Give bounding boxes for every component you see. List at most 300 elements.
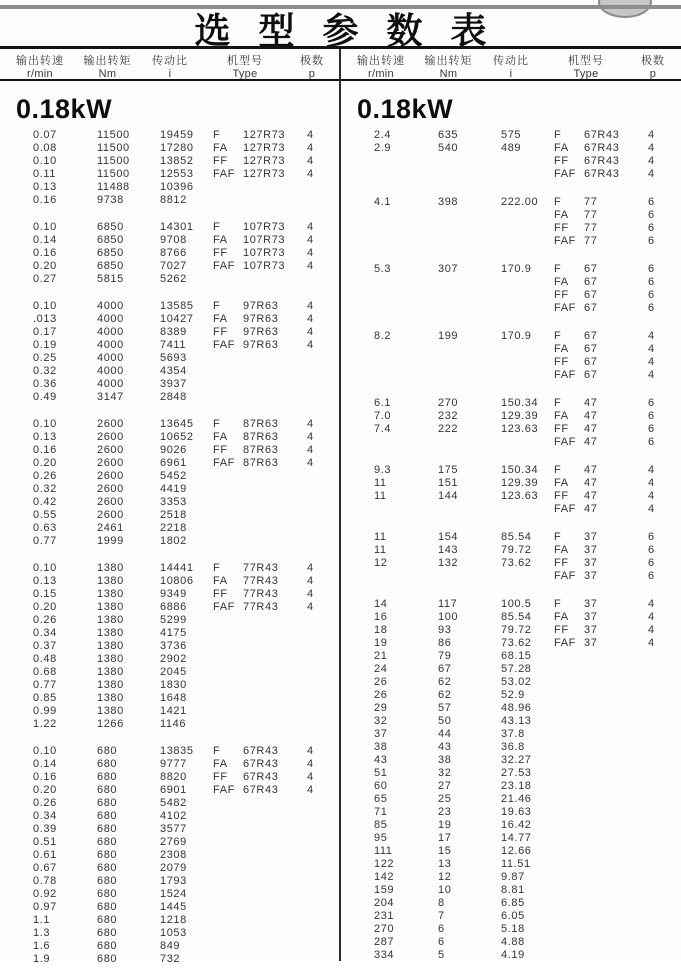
cell-torque: 680 (97, 849, 118, 861)
cell-torque: 1380 (97, 627, 124, 639)
cell-poles (295, 653, 325, 666)
cell-ratio: 14441 (160, 562, 194, 574)
cell-type-model (243, 470, 295, 483)
table-row (341, 142, 680, 155)
cell-type-model: 67R43 (243, 771, 279, 783)
cell-torque: 1999 (97, 535, 124, 547)
cell-type-model (243, 666, 295, 679)
cell-torque: 43 (438, 741, 452, 753)
table-row (341, 196, 680, 209)
cell-ratio: 1218 (160, 914, 187, 926)
cell-speed: 4.1 (374, 196, 392, 208)
cell-type-model (584, 845, 636, 858)
cell-type-model: 47 (584, 464, 598, 476)
cell-torque: 50 (438, 715, 452, 727)
cell-torque: 6850 (97, 247, 124, 259)
cell-type-model: 97R63 (243, 313, 279, 325)
cell-poles (636, 676, 666, 689)
cell-speed: 204 (374, 897, 395, 909)
cell-poles (295, 365, 325, 378)
table-row (341, 741, 680, 754)
table-row (341, 611, 680, 624)
cell-torque: 680 (97, 914, 118, 926)
cell-ratio: 5482 (160, 797, 187, 809)
cell-ratio: 129.39 (501, 477, 539, 489)
cell-type-prefix (213, 875, 243, 888)
cell-speed: 0.63 (33, 522, 57, 534)
cell-speed: 0.67 (33, 862, 57, 874)
cell-ratio: 5693 (160, 352, 187, 364)
cell-ratio (501, 503, 554, 516)
cell-type-model: 97R63 (243, 300, 279, 312)
cell-speed: 12 (374, 557, 388, 569)
cell-type-prefix: FAF (554, 637, 576, 649)
cell-speed: 0.78 (33, 875, 57, 887)
table-row (0, 627, 339, 640)
table-row (0, 849, 339, 862)
cell-poles (636, 910, 666, 923)
cell-type-model (584, 754, 636, 767)
cell-speed: 1.22 (33, 718, 57, 730)
table-row (0, 953, 339, 966)
cell-poles: 4 (306, 575, 314, 587)
cell-ratio: 1830 (160, 679, 187, 691)
cell-type-prefix: FF (213, 588, 228, 600)
cell-speed: 0.51 (33, 836, 57, 848)
cell-ratio: 8766 (160, 247, 187, 259)
table-row (341, 936, 680, 949)
cell-poles (636, 806, 666, 819)
table-row (341, 624, 680, 637)
cell-type-prefix: FAF (213, 784, 235, 796)
table-row (341, 793, 680, 806)
cell-speed: 0.16 (33, 247, 57, 259)
table-row (0, 194, 339, 207)
cell-speed: 26 (374, 689, 388, 701)
cell-torque: 4000 (97, 313, 124, 325)
cell-poles: 4 (647, 503, 655, 515)
cell-type-prefix (213, 823, 243, 836)
cell-ratio: 170.9 (501, 330, 532, 342)
cell-ratio: 9777 (160, 758, 187, 770)
cell-type-model: 67 (584, 369, 598, 381)
row-group (0, 745, 339, 966)
table-row (0, 588, 339, 601)
cell-ratio: 19.63 (501, 806, 532, 818)
cell-type-model: 47 (584, 397, 598, 409)
cell-ratio: 10806 (160, 575, 194, 587)
cell-torque: 2600 (97, 483, 124, 495)
cell-type-prefix (554, 923, 584, 936)
cell-ratio: 3577 (160, 823, 187, 835)
cell-type-prefix (554, 819, 584, 832)
table-row (0, 575, 339, 588)
cell-poles: 4 (306, 601, 314, 613)
cell-type-prefix: F (554, 196, 562, 208)
cell-torque: 6850 (97, 221, 124, 233)
cell-torque: 1380 (97, 679, 124, 691)
cell-speed: 0.14 (33, 234, 57, 246)
cell-speed (374, 155, 438, 168)
cell-ratio: 2902 (160, 653, 187, 665)
cell-ratio (501, 276, 554, 289)
cell-type-model: 127R73 (243, 129, 286, 141)
cell-poles (636, 793, 666, 806)
cell-speed: 0.32 (33, 483, 57, 495)
cell-torque: 1380 (97, 705, 124, 717)
cell-speed: 0.16 (33, 444, 57, 456)
cell-torque: 5 (438, 949, 445, 961)
cell-ratio: 9.87 (501, 871, 525, 883)
cell-speed: 7.0 (374, 410, 392, 422)
column-header: 输出转速 r/min (357, 55, 405, 80)
cell-speed: 0.77 (33, 679, 57, 691)
cell-ratio: 68.15 (501, 650, 532, 662)
table-row (341, 209, 680, 222)
row-group (341, 196, 680, 248)
cell-type-prefix: F (213, 300, 221, 312)
cell-poles (295, 496, 325, 509)
cell-speed: 0.27 (33, 273, 57, 285)
cell-ratio: 170.9 (501, 263, 532, 275)
table-row (341, 464, 680, 477)
cell-poles (295, 888, 325, 901)
table-row (341, 369, 680, 382)
cell-speed: 0.10 (33, 155, 57, 167)
cell-speed: 0.20 (33, 784, 57, 796)
table-row (341, 650, 680, 663)
table-row (341, 477, 680, 490)
cell-type-prefix (554, 871, 584, 884)
cell-poles (295, 797, 325, 810)
cell-type-prefix: F (213, 745, 221, 757)
cell-type-prefix (554, 884, 584, 897)
cell-type-prefix: FAF (213, 260, 235, 272)
cell-poles: 6 (647, 222, 655, 234)
cell-speed: 142 (374, 871, 395, 883)
cell-type-prefix (213, 888, 243, 901)
column-header: 输出转矩 Nm (83, 55, 132, 80)
cell-poles (636, 715, 666, 728)
cell-poles: 4 (306, 168, 314, 180)
cell-ratio: 21.46 (501, 793, 532, 805)
table-row (341, 289, 680, 302)
table-row (0, 601, 339, 614)
cell-poles (636, 663, 666, 676)
cell-type-prefix: FA (213, 142, 228, 154)
cell-type-prefix: FF (213, 444, 228, 456)
cell-ratio: 43.13 (501, 715, 532, 727)
cell-speed: 0.14 (33, 758, 57, 770)
cell-speed: 18 (374, 624, 388, 636)
table-row (0, 155, 339, 168)
cell-poles (295, 679, 325, 692)
cell-ratio: 13852 (160, 155, 194, 167)
cell-type-model: 37 (584, 611, 598, 623)
cell-speed: 0.13 (33, 575, 57, 587)
cell-type-model: 67R43 (584, 142, 620, 154)
cell-type-prefix (213, 836, 243, 849)
cell-poles: 4 (647, 168, 655, 180)
cell-speed: 0.32 (33, 365, 57, 377)
cell-ratio: 53.02 (501, 676, 532, 688)
cell-torque: 680 (97, 836, 118, 848)
cell-ratio: 4.88 (501, 936, 525, 948)
cell-poles: 6 (647, 289, 655, 301)
table-row (341, 490, 680, 503)
row-group (341, 330, 680, 382)
cell-poles: 4 (306, 758, 314, 770)
cell-type-prefix (213, 927, 243, 940)
cell-torque (438, 343, 501, 356)
cell-poles: 4 (306, 129, 314, 141)
cell-type-model (243, 273, 295, 286)
cell-poles (636, 650, 666, 663)
table-row (341, 557, 680, 570)
cell-torque: 6 (438, 936, 445, 948)
cell-torque: 2600 (97, 444, 124, 456)
cell-type-model: 67R43 (584, 168, 620, 180)
cell-type-model (584, 871, 636, 884)
cell-type-prefix (213, 810, 243, 823)
cell-ratio (501, 168, 554, 181)
cell-speed: 0.49 (33, 391, 57, 403)
cell-type-prefix (213, 535, 243, 548)
table-row (0, 418, 339, 431)
cell-ratio (501, 369, 554, 382)
cell-speed: 1.3 (33, 927, 51, 939)
cell-poles: 4 (306, 444, 314, 456)
cell-torque: 44 (438, 728, 452, 740)
cell-speed: 0.20 (33, 260, 57, 272)
cell-type-prefix (554, 832, 584, 845)
cell-poles (295, 927, 325, 940)
cell-speed: 0.48 (33, 653, 57, 665)
cell-type-model (243, 181, 295, 194)
cell-type-prefix (554, 793, 584, 806)
cell-type-model (584, 767, 636, 780)
cell-type-model (584, 806, 636, 819)
cell-torque: 11488 (97, 181, 130, 193)
table-row (0, 562, 339, 575)
column-header: 机型号 Type (568, 55, 604, 80)
cell-poles: 4 (306, 418, 314, 430)
cell-poles (295, 718, 325, 731)
table-row (0, 836, 339, 849)
cell-torque: 680 (97, 771, 118, 783)
cell-type-prefix (554, 702, 584, 715)
cell-type-prefix: FF (213, 326, 228, 338)
table-row (0, 810, 339, 823)
cell-type-model: 47 (584, 436, 598, 448)
cell-poles: 4 (647, 356, 655, 368)
cell-poles: 4 (306, 771, 314, 783)
cell-speed: 16 (374, 611, 388, 623)
cell-torque: 680 (97, 927, 118, 939)
cell-type-prefix (213, 352, 243, 365)
cell-type-model (243, 797, 295, 810)
cell-ratio: 79.72 (501, 624, 532, 636)
table-body (0, 129, 339, 966)
table-row (0, 679, 339, 692)
cell-ratio: 7027 (160, 260, 187, 272)
cell-ratio: 2308 (160, 849, 187, 861)
cell-ratio: 12.66 (501, 845, 532, 857)
table-row (0, 875, 339, 888)
cell-type-model (584, 663, 636, 676)
table-left (0, 48, 339, 966)
cell-poles (636, 754, 666, 767)
cell-type-model (584, 832, 636, 845)
cell-ratio: 3937 (160, 378, 187, 390)
cell-torque: 1380 (97, 562, 124, 574)
cell-type-model: 47 (584, 477, 598, 489)
cell-torque: 2600 (97, 418, 124, 430)
cell-ratio: 8.81 (501, 884, 525, 896)
cell-torque (438, 155, 501, 168)
table-row (0, 339, 339, 352)
cell-ratio: 3353 (160, 496, 187, 508)
cell-type-model (584, 715, 636, 728)
cell-torque: 6850 (97, 260, 124, 272)
cell-ratio: 19459 (160, 129, 194, 141)
cell-speed: 0.10 (33, 745, 57, 757)
row-group (341, 129, 680, 181)
cell-ratio: 849 (160, 940, 181, 952)
cell-type-prefix (213, 509, 243, 522)
cell-poles (636, 767, 666, 780)
cell-torque: 57 (438, 702, 452, 714)
cell-torque (438, 168, 501, 181)
cell-ratio: 52.9 (501, 689, 525, 701)
cell-poles (295, 470, 325, 483)
cell-type-model: 87R63 (243, 431, 279, 443)
cell-type-model (243, 391, 295, 404)
table-row (341, 806, 680, 819)
power-rating-heading: 0.18kW (16, 94, 113, 124)
cell-type-prefix (213, 862, 243, 875)
cell-torque: 222 (438, 423, 459, 435)
table-row (0, 247, 339, 260)
cell-torque: 12 (438, 871, 452, 883)
cell-type-prefix: FA (554, 209, 569, 221)
cell-torque: 38 (438, 754, 452, 766)
cell-type-model: 107R73 (243, 260, 286, 272)
cell-type-model (243, 862, 295, 875)
cell-poles (295, 901, 325, 914)
cell-torque: 2600 (97, 496, 124, 508)
cell-torque: 680 (97, 888, 118, 900)
cell-type-prefix: FAF (554, 168, 576, 180)
cell-type-prefix: FAF (213, 339, 235, 351)
cell-type-prefix: F (213, 221, 221, 233)
cell-torque: 25 (438, 793, 452, 805)
cell-speed: 1.6 (33, 940, 51, 952)
cell-torque: 680 (97, 810, 118, 822)
cell-type-model: 37 (584, 557, 598, 569)
cell-ratio (501, 289, 554, 302)
table-row (341, 871, 680, 884)
table-row (0, 640, 339, 653)
cell-type-model: 77 (584, 196, 598, 208)
table-row (341, 343, 680, 356)
cell-torque: 540 (438, 142, 459, 154)
cell-ratio: 37.8 (501, 728, 525, 740)
cell-type-model (584, 741, 636, 754)
cell-type-prefix (213, 901, 243, 914)
cell-torque: 11500 (97, 129, 130, 141)
cell-type-prefix: FA (554, 343, 569, 355)
cell-type-prefix (213, 692, 243, 705)
cell-torque: 1266 (97, 718, 124, 730)
cell-torque: 680 (97, 862, 118, 874)
cell-speed (374, 436, 438, 449)
cell-torque (438, 369, 501, 382)
cell-torque: 680 (97, 797, 118, 809)
cell-type-prefix: FF (213, 155, 228, 167)
cell-torque: 1380 (97, 588, 124, 600)
column-header: 输出转速 r/min (16, 55, 64, 80)
cell-speed: 0.26 (33, 614, 57, 626)
cell-type-prefix (213, 391, 243, 404)
cell-ratio: 5299 (160, 614, 187, 626)
cell-poles (295, 705, 325, 718)
table-row (0, 784, 339, 797)
cell-poles: 6 (647, 397, 655, 409)
cell-poles: 4 (306, 431, 314, 443)
cell-speed: 0.20 (33, 601, 57, 613)
cell-speed: 0.16 (33, 771, 57, 783)
cell-ratio: 8820 (160, 771, 187, 783)
cell-type-model: 67 (584, 330, 598, 342)
cell-type-model: 107R73 (243, 247, 286, 259)
table-row (341, 884, 680, 897)
table-row (341, 780, 680, 793)
cell-ratio: 3736 (160, 640, 187, 652)
cell-type-model (243, 509, 295, 522)
cell-poles: 4 (306, 326, 314, 338)
cell-type-prefix (213, 273, 243, 286)
cell-speed: 65 (374, 793, 388, 805)
cell-poles: 6 (647, 302, 655, 314)
cell-ratio: 2518 (160, 509, 187, 521)
cell-type-model: 77 (584, 209, 598, 221)
table-row (341, 949, 680, 962)
cell-ratio: 1648 (160, 692, 187, 704)
cell-speed (374, 209, 438, 222)
table-row (0, 444, 339, 457)
cell-type-model: 87R63 (243, 457, 279, 469)
cell-torque (438, 356, 501, 369)
cell-type-model (584, 936, 636, 949)
table-row (0, 221, 339, 234)
cell-poles (295, 614, 325, 627)
cell-speed: 0.85 (33, 692, 57, 704)
cell-type-model: 77R43 (243, 601, 279, 613)
column-header: 输出转矩 Nm (424, 55, 473, 80)
cell-type-model: 107R73 (243, 234, 286, 246)
cell-speed (374, 276, 438, 289)
table-row (0, 535, 339, 548)
cell-speed: 8.2 (374, 330, 392, 342)
cell-torque: 13 (438, 858, 452, 870)
cell-type-model: 127R73 (243, 155, 286, 167)
cell-type-prefix (213, 940, 243, 953)
cell-type-prefix (213, 797, 243, 810)
cell-type-model: 127R73 (243, 168, 286, 180)
cell-poles: 6 (647, 557, 655, 569)
cell-torque: 307 (438, 263, 459, 275)
